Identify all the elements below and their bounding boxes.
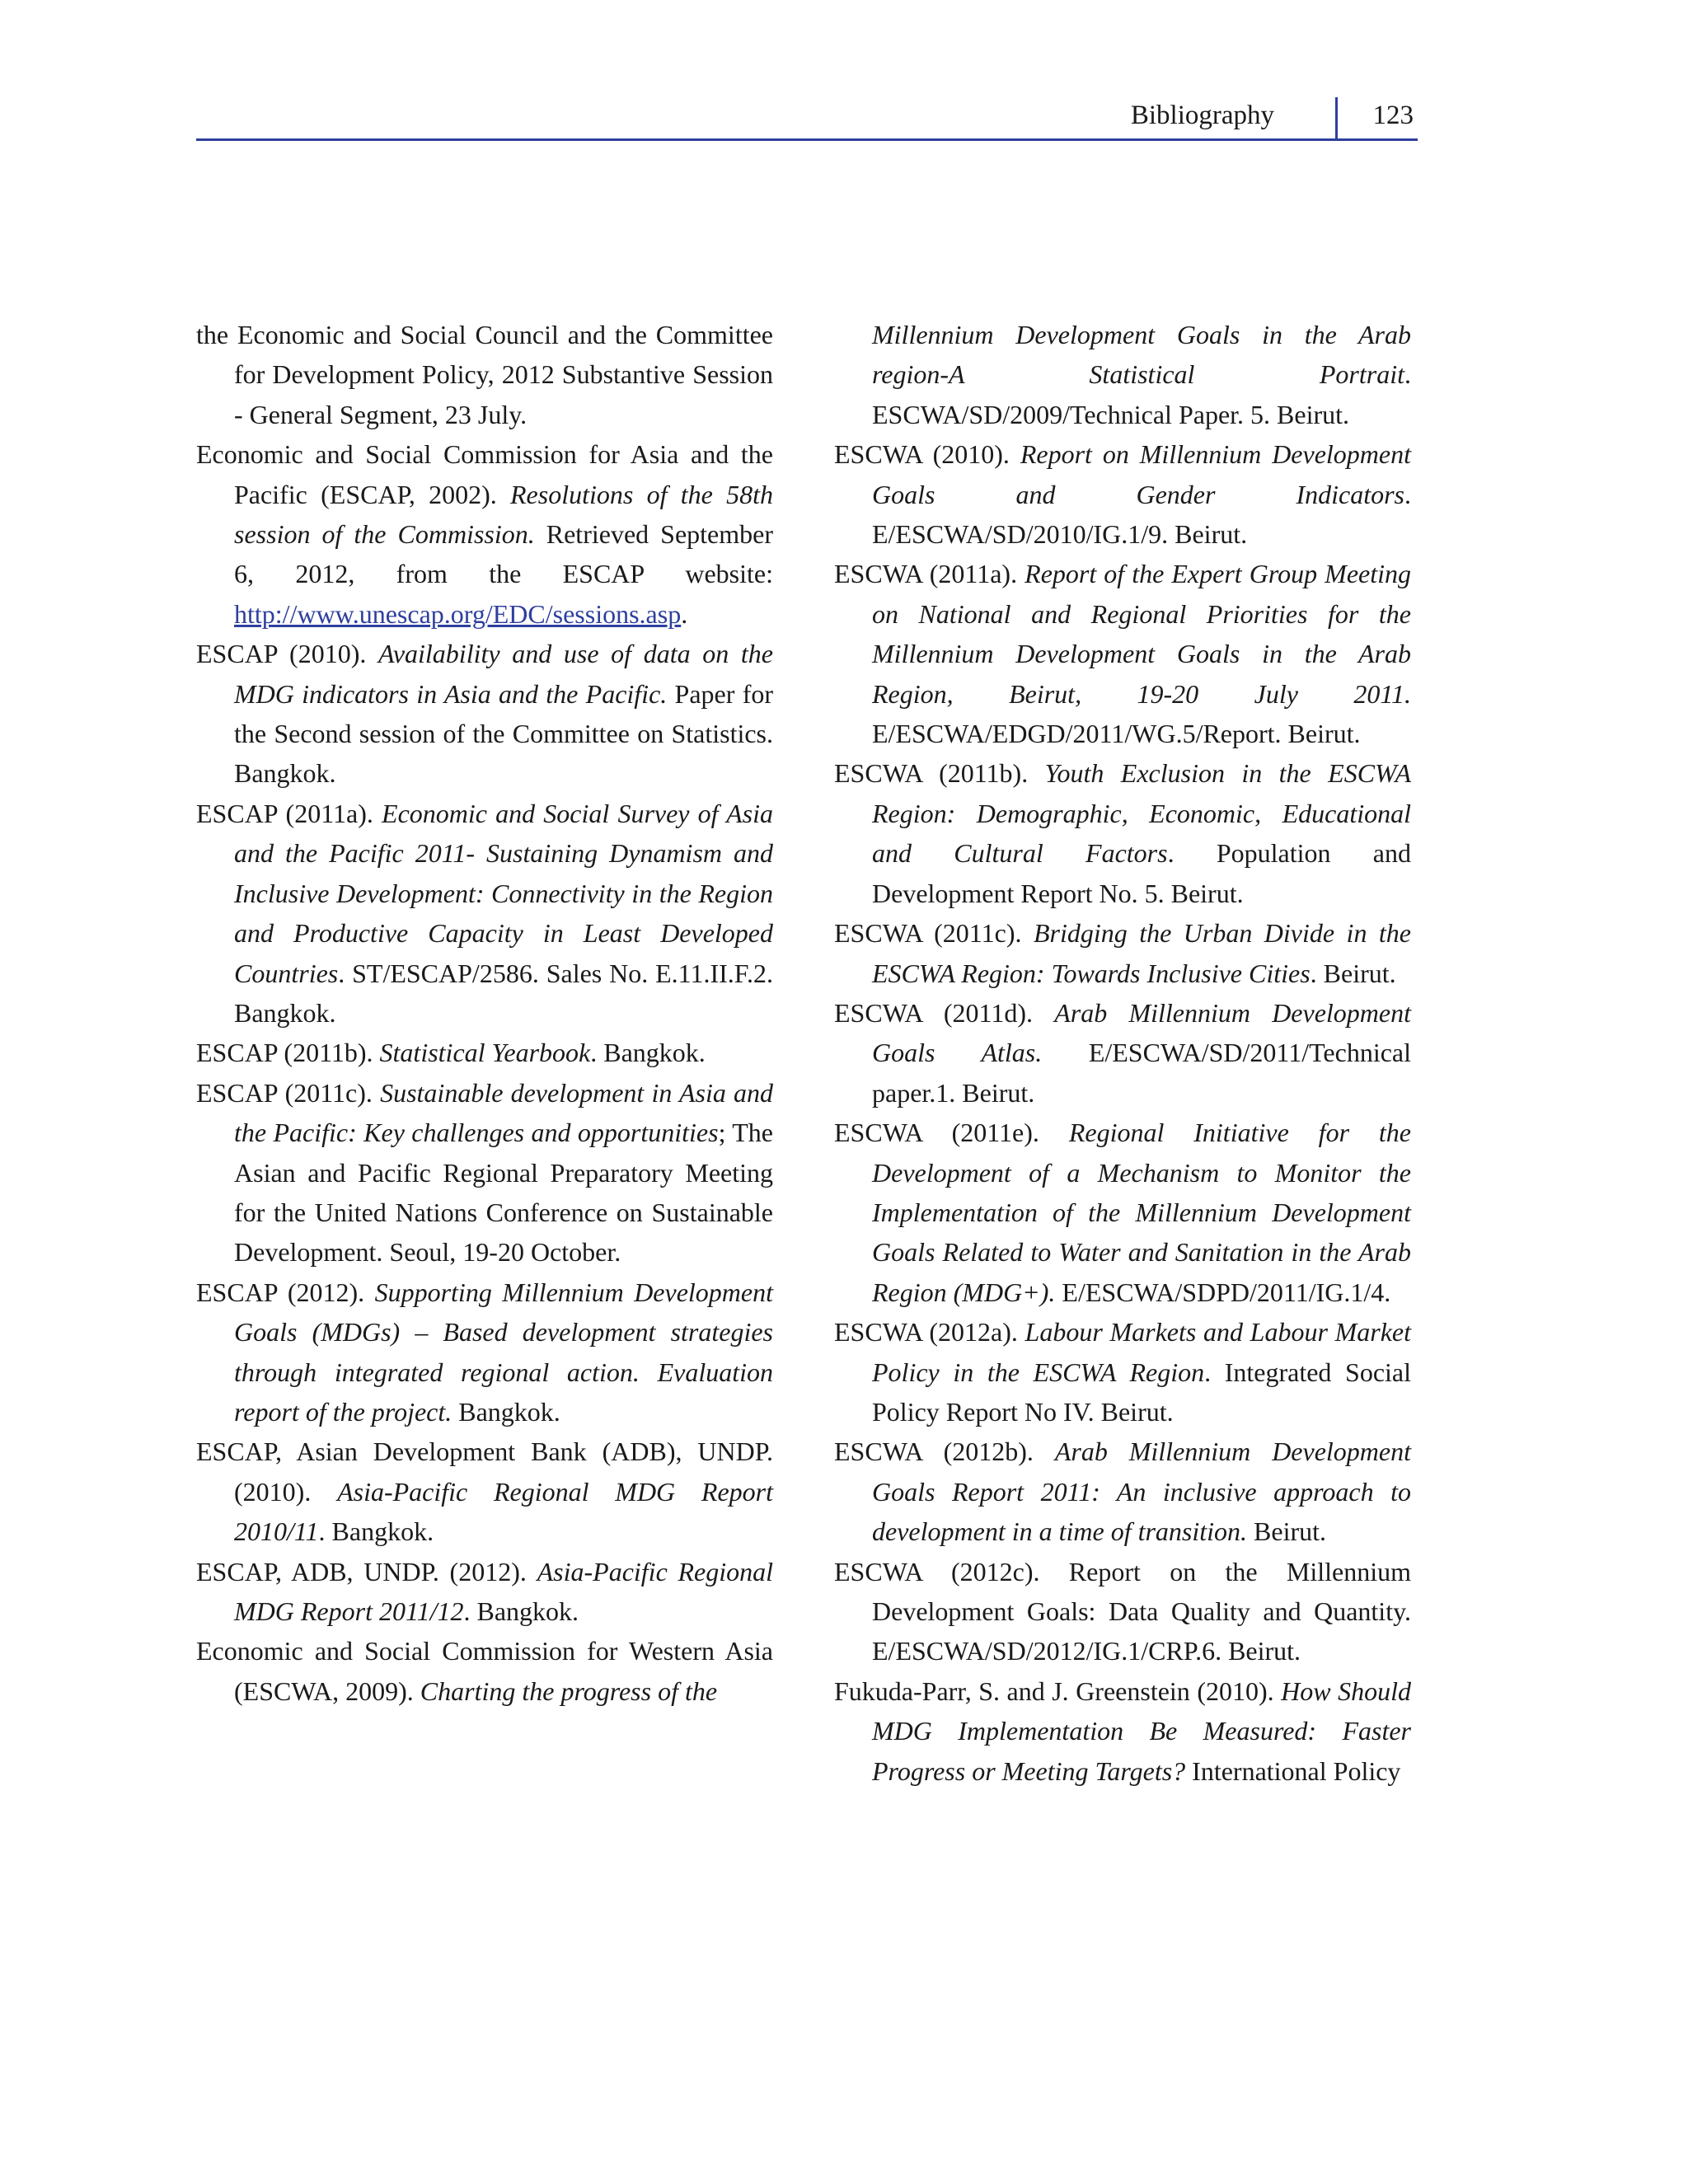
reference-link[interactable]: http://www.unescap.org/EDC/sessions.asp — [234, 598, 682, 629]
entry-text: ESCAP, Asian Development Bank (ADB), UNDP. (2010). — [196, 1436, 773, 1507]
entry-text: . Bangkok. — [590, 1038, 706, 1068]
entry-text: Economic and Social Commission for Western Asia (ESCWA, 2009). — [196, 1636, 773, 1706]
entry-text: E/ESCWA/EDGD/2011/WG.5/Report. Beirut. — [872, 719, 1361, 749]
bibliography-entry — [834, 1113, 1411, 1312]
entry-text: the Economic and Social Council and the Committee for Development Policy, 2012 Substantive Session - General Segment, 23 July. — [196, 320, 773, 429]
section-title: Bibliography — [1130, 101, 1274, 130]
entry-text: Retrieved September 6, 2012, from the ESCAP website: — [234, 519, 773, 589]
left-column — [196, 315, 773, 1711]
entry-text: ESCAP (2011b). — [196, 1038, 380, 1068]
entry-text: ; The Asian and Pacific Regional Preparatory Meeting for the United Nations Conference on Sustainable Development. Seoul, 19-20 October. — [234, 1118, 774, 1268]
bibliography-entry — [196, 1033, 773, 1072]
entry-text: Paper for the Second session of the Committee on Statistics. Bangkok. — [234, 678, 773, 789]
entry-title-italic: Asia-Pacific Regional MDG Report 2010/11 — [234, 1476, 774, 1547]
bibliography-entry — [196, 1552, 773, 1632]
entry-text: ESCWA (2011c). — [834, 918, 1034, 949]
bibliography-entry — [834, 1432, 1411, 1551]
entry-text: Fukuda-Parr, S. and J. Greenstein (2010). — [834, 1675, 1282, 1706]
bibliography-entry — [834, 913, 1411, 993]
header-separator — [1335, 97, 1338, 140]
entry-title-italic: Arab Millennium Development Goals Atlas. — [872, 997, 1411, 1068]
bibliography-entry — [196, 1073, 773, 1272]
entry-title-italic: Bridging the Urban Divide in the ESCWA Region: Towards Inclusive Cities — [872, 918, 1412, 988]
entry-text: . E/ESCWA/SD/2010/IG.1/9. Beirut. — [872, 479, 1411, 550]
entry-text: Bangkok. — [452, 1396, 560, 1427]
entry-text: E/ESCWA/SD/2011/Technical paper.1. Beirut. — [872, 1038, 1411, 1108]
entry-text: ESCWA (2012a). — [834, 1317, 1025, 1347]
bibliography-entry — [196, 1631, 773, 1711]
right-column — [834, 315, 1411, 1791]
bibliography-entry — [196, 1272, 773, 1432]
entry-text: ESCWA (2011d). — [834, 997, 1055, 1028]
bibliography-entry — [834, 315, 1411, 434]
entry-title-italic: Report on Millennium Development Goals and Gender Indicators — [872, 439, 1412, 509]
entry-text: Beirut. — [1247, 1516, 1327, 1547]
entry-text: E/ESCWA/SDPD/2011/IG.1/4. — [1055, 1277, 1391, 1307]
entry-title-italic: Sustainable development in Asia and the Pacific: Key challenges and opportunities — [234, 1077, 773, 1148]
bibliography-entry — [196, 1432, 773, 1551]
entry-text: ESCWA (2012c). Report on the Millennium Development Goals: Data Quality and Quantity. E/ESCWA/SD/2012/IG.1/CRP.6. Beirut. — [834, 1556, 1411, 1666]
entry-title-italic: Arab Millennium Development Goals Report 2011: An inclusive approach to development in a time of transition. — [872, 1436, 1411, 1547]
entry-text: . Integrated Social Policy Report No IV. Beirut. — [872, 1357, 1412, 1427]
entry-text: ESCAP, ADB, UNDP. (2012). — [196, 1556, 537, 1586]
bibliography-entry — [834, 1552, 1411, 1671]
running-header — [196, 91, 1418, 141]
entry-text: ESCWA (2011b). — [834, 758, 1045, 789]
entry-text: . — [681, 598, 688, 629]
bibliography-entry — [196, 315, 773, 434]
entry-title-italic: Availability and use of data on the MDG indicators in Asia and the Pacific. — [234, 639, 774, 709]
entry-text: . Bangkok. — [463, 1596, 579, 1626]
bibliography-entry — [834, 1312, 1411, 1432]
entry-text: ESCAP (2010). — [196, 639, 379, 669]
entry-text: . Beirut. — [1310, 958, 1396, 988]
entry-title-italic: Asia-Pacific Regional MDG Report 2011/12 — [234, 1556, 774, 1626]
bibliography-entry — [834, 554, 1411, 753]
entry-text: . ST/ESCAP/2586. Sales No. E.11.II.F.2. Bangkok. — [234, 958, 773, 1028]
entry-title-italic: Youth Exclusion in the ESCWA Region: Demographic, Economic, Educational and Cultural Factors — [872, 758, 1412, 869]
entry-title-italic: How Should MDG Implementation Be Measured: Faster Progress or Meeting Targets? — [872, 1675, 1412, 1786]
bibliography-entry — [196, 794, 773, 1033]
entry-text: ESCAP (2012). — [196, 1277, 375, 1307]
entry-text: ESCWA (2011a). — [834, 559, 1025, 589]
entry-text: ESCAP (2011a). — [196, 798, 382, 828]
entry-title-italic: Charting the progress of the — [420, 1675, 718, 1706]
entry-title-italic: Resolutions of the 58th session of the Commission. — [234, 479, 773, 550]
bibliography-entry — [834, 1671, 1411, 1791]
entry-text: ESCWA (2010). — [834, 439, 1020, 470]
page-number: 123 — [1372, 101, 1414, 130]
bibliography-entry — [834, 434, 1411, 554]
entry-title-italic: Report of the Expert Group Meeting on National and Regional Priorities for the Millennium Development Goals in the Arab Region, Beirut, 19-20 July 2011. — [872, 559, 1412, 709]
entry-text: . Population and Development Report No. 5. Beirut. — [872, 838, 1412, 908]
entry-text: . ESCWA/SD/2009/Technical Paper. 5. Beirut. — [872, 359, 1411, 429]
entry-title-italic: Supporting Millennium Development Goals (MDGs) – Based development strategies through integrated regional action. Evaluation report of the project. — [234, 1277, 774, 1427]
entry-text: . Bangkok. — [318, 1516, 434, 1547]
entry-title-italic: Statistical Yearbook — [379, 1038, 591, 1068]
entry-text: ESCWA (2011e). — [834, 1118, 1069, 1148]
entry-text: ESCAP (2011c). — [196, 1077, 381, 1108]
entry-text: International Policy — [1185, 1755, 1401, 1786]
entry-text: Economic and Social Commission for Asia and the Pacific (ESCAP, 2002). — [196, 439, 773, 509]
entry-text: ESCWA (2012b). — [834, 1436, 1055, 1467]
entry-title-italic: Regional Initiative for the Development of a Mechanism to Monitor the Implementation of the Millennium Development Goals Related to Water and Sanitation in the Arab Region (MDG+). — [872, 1118, 1412, 1307]
bibliography-entry — [834, 753, 1411, 913]
entry-title-italic: Millennium Development Goals in the Arab region-A Statistical Portrait — [872, 320, 1411, 390]
entry-title-italic: Labour Markets and Labour Market Policy in the ESCWA Region — [872, 1317, 1411, 1387]
bibliography-entry — [834, 993, 1411, 1113]
entry-title-italic: Economic and Social Survey of Asia and the Pacific 2011- Sustaining Dynamism and Inclusive Development: Connectivity in the Region and Productive Capacity in Least Developed Countries — [234, 798, 774, 988]
bibliography-entry — [196, 434, 773, 634]
bibliography-entry — [196, 634, 773, 794]
